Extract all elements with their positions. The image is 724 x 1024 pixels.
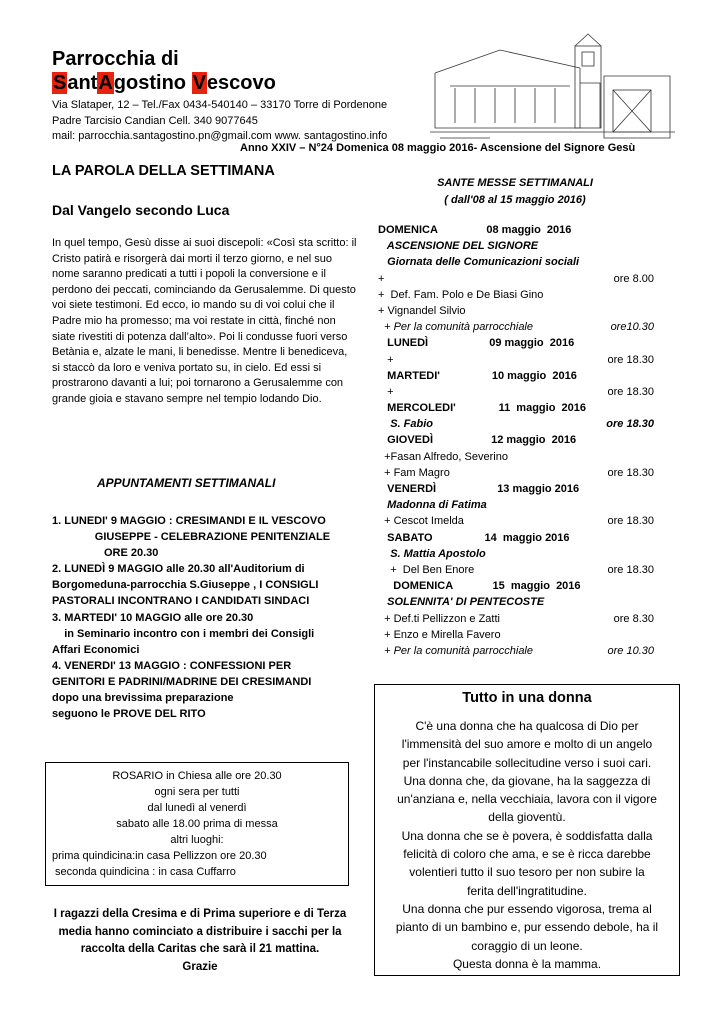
mass-row-time: ore 18.30 <box>607 385 654 398</box>
appointments-heading: APPUNTAMENTI SETTIMANALI <box>97 476 276 490</box>
mass-row-time: ore 18.30 <box>607 515 654 528</box>
mass-row-label: DOMENICA 15 maggio 2016 <box>378 580 581 593</box>
poem-line: Una donna che pur essendo vigorosa, trema al <box>402 901 652 916</box>
poem-line: Una donna che se è povera, è soddisfatta dalla <box>401 828 653 843</box>
rosary-line: ogni sera per tutti <box>154 786 240 798</box>
mass-row-label: + Cescot Imelda <box>378 515 464 528</box>
mass-row <box>378 303 668 319</box>
mass-row-time: ore 18.30 <box>607 353 654 366</box>
mass-row <box>378 222 668 238</box>
poem-line: Una donna che, da giovane, ha la saggezza di <box>403 773 651 788</box>
mass-row <box>378 546 668 562</box>
mass-row <box>378 432 668 448</box>
mass-row <box>378 497 668 513</box>
mass-row-label: Madonna di Fatima <box>378 499 487 512</box>
mass-row <box>378 335 668 351</box>
rosary-line: sabato alle 18.00 prima di messa <box>116 818 278 830</box>
appointment-line: 4. VENERDI' 13 MAGGIO : CONFESSIONI PER <box>52 659 292 672</box>
masses-heading <box>380 175 650 209</box>
mass-row-label: + Enzo e Mirella Favero <box>378 628 501 641</box>
poem-line: un'anziana e, nella vecchiaia, lavora con il vigore <box>397 792 657 807</box>
mass-row-time: ore 8.00 <box>613 272 654 285</box>
mass-row <box>378 513 668 529</box>
poem-line: felicità di coloro che ama, e se è ricca darebbe <box>403 847 651 862</box>
issue-line: Anno XXIV – N°24 Domenica 08 maggio 2016- Ascensione del Signore Gesù <box>240 142 636 154</box>
mass-row-label: + Per la comunità parrocchiale <box>378 321 533 334</box>
rosary-box <box>45 762 349 886</box>
mass-row <box>378 594 668 610</box>
mass-row <box>378 352 668 368</box>
mass-row-time: ore 18.30 <box>606 418 654 431</box>
poem-line: l'immensità del suo amore e molto di un angelo <box>401 737 653 752</box>
mass-row <box>378 384 668 400</box>
mass-row-time: ore 8.30 <box>613 612 654 625</box>
mass-row-label: + Def. Fam. Polo e De Biasi Gino <box>378 288 544 301</box>
appointment-line: GENITORI E PADRINI/MADRINE DEI CRESIMANDI <box>52 675 312 688</box>
masses-period: ( dall'08 al 15 maggio 2016) <box>444 194 586 206</box>
mass-row-label: GIOVEDÌ 12 maggio 2016 <box>378 434 577 447</box>
church-drawing <box>430 28 675 146</box>
mass-row-label: + Vignandel Silvio <box>378 304 466 317</box>
mass-row <box>378 530 668 546</box>
mass-row <box>378 254 668 270</box>
appointment-line: 2. LUNEDÌ 9 MAGGIO alle 20.30 all'Auditorium di <box>52 563 305 576</box>
mass-row <box>378 578 668 594</box>
mass-row-label: LUNEDÌ 09 maggio 2016 <box>378 337 575 350</box>
appointment-line: ORE 20.30 <box>52 547 159 560</box>
mass-row <box>378 319 668 335</box>
mass-row-label: + <box>378 272 385 285</box>
cresima-thanks: Grazie <box>182 960 218 973</box>
parish-mail-web: mail: parrocchia.santagostino.pn@gmail.com www. santagostino.info <box>52 130 388 142</box>
mass-row-label: S. Mattia Apostolo <box>378 547 486 560</box>
mass-row <box>378 368 668 384</box>
gospel-heading: LA PAROLA DELLA SETTIMANA <box>52 163 275 179</box>
appointment-line: GIUSEPPE - CELEBRAZIONE PENITENZIALE <box>52 531 331 544</box>
parish-priest: Padre Tarcisio Candian Cell. 340 9077645 <box>52 114 258 127</box>
appointment-line: dopo una brevissima preparazione <box>52 692 234 705</box>
appointment-line: in Seminario incontro con i membri dei Consigli <box>52 627 315 640</box>
poem-line: Questa donna è la mamma. <box>452 956 602 971</box>
poem-line: coraggio di un leone. <box>471 938 583 953</box>
parish-contacts <box>52 98 387 145</box>
mass-row <box>378 611 668 627</box>
mass-row-label: MERCOLEDI' 11 maggio 2016 <box>378 402 587 415</box>
parish-name-initial: V <box>192 72 206 94</box>
cresima-note <box>52 906 348 976</box>
parish-name <box>52 71 276 95</box>
mass-row <box>378 416 668 432</box>
mass-row <box>378 627 668 643</box>
appointment-line: PASTORALI INCONTRANO I CANDIDATI SINDACI <box>52 595 310 608</box>
poem-line: ferita dell'ingratitudine. <box>467 883 587 898</box>
mass-row <box>378 238 668 254</box>
mass-row <box>378 449 668 465</box>
appointment-line: Borgomeduna-parrocchia S.Giuseppe , I CONSIGLI <box>52 579 319 592</box>
mass-row-label: Giornata delle Comunicazioni sociali <box>378 256 580 269</box>
appointments-list <box>52 513 352 722</box>
poem-title: Tutto in una donna <box>462 690 592 706</box>
parish-name-initial: A <box>98 72 113 94</box>
appointment-line: Affari Economici <box>52 643 140 656</box>
mass-row-time: ore 18.30 <box>607 563 654 576</box>
mass-row-time: ore 10.30 <box>607 644 654 657</box>
rosary-line: ROSARIO in Chiesa alle ore 20.30 <box>112 770 282 782</box>
mass-row-label: + <box>378 353 394 366</box>
masses-title: SANTE MESSE SETTIMANALI <box>437 177 593 189</box>
poem-line: per l'instancabile sollecitudine verso i suoi cari. <box>402 755 652 770</box>
gospel-text: In quel tempo, Gesù disse ai suoi discepoli: «Così sta scritto: il Cristo patirà e risorgerà dai morti il terzo giorno, e nel suo nome saranno predicati a tutti i popoli la conversione e il perdono dei peccati, cominciando da Gerusalemme. Di questo voi siete testimoni. Ed ecco, io mando su di voi colui che il Padre mio ha promesso; ma voi restate in città, finché non siate rivestiti di potenza dall’alto». Poi li condusse fuori verso Betània e, alzate le mani, li benedisse. Mentre li benediceva, si staccò da loro e veniva portato su, in cielo. Ed essi si prostrarono davanti a lui; poi tornarono a Gerusalemme con grande gioia e stavano sempre nel tempio lodando Dio. <box>52 237 357 405</box>
mass-row-label: DOMENICA 08 maggio 2016 <box>378 224 572 236</box>
parish-title: Parrocchia di <box>52 48 179 70</box>
mass-row-label: S. Fabio <box>378 418 434 431</box>
mass-row <box>378 465 668 481</box>
mass-row-label: +Fasan Alfredo, Severino <box>378 450 508 463</box>
mass-row-label: + Del Ben Enore <box>378 563 475 576</box>
mass-row-time: ore10.30 <box>610 321 654 334</box>
poem-line: pianto di un bambino e, pur essendo debole, ha il <box>395 920 659 935</box>
parish-name-initial: S <box>53 72 67 94</box>
rosary-line: prima quindicina:in casa Pellizzon ore 20.30 <box>52 850 267 862</box>
poem-box <box>374 684 680 976</box>
parish-name-part: gostino <box>113 72 192 94</box>
mass-row <box>378 400 668 416</box>
gospel-subheading: Dal Vangelo secondo Luca <box>52 202 230 218</box>
poem-text <box>375 717 679 973</box>
parish-address: Via Slataper, 12 – Tel./Fax 0434-540140 – 33170 Torre di Pordenone <box>52 99 388 111</box>
rosary-line: dal lunedì al venerdì <box>147 802 247 814</box>
masses-schedule <box>378 222 668 659</box>
poem-line: volentieri tutto il suo tesoro per non subire la <box>409 865 645 880</box>
parish-name-part: ant <box>67 72 98 94</box>
mass-row-label: SABATO 14 maggio 2016 <box>378 531 570 544</box>
rosary-line: seconda quindicina : in casa Cuffarro <box>52 866 236 878</box>
mass-row <box>378 643 668 659</box>
mass-row-label: + Fam Magro <box>378 466 450 479</box>
mass-row-time: ore 18.30 <box>607 466 654 479</box>
poem-line: C'è una donna che ha qualcosa di Dio per <box>415 719 639 733</box>
mass-row <box>378 287 668 303</box>
mass-row-label: SOLENNITA' DI PENTECOSTE <box>378 596 545 609</box>
mass-row-label: + <box>378 385 394 398</box>
mass-row <box>378 271 668 287</box>
mass-row <box>378 562 668 578</box>
appointment-line: 1. LUNEDI' 9 MAGGIO : CRESIMANDI E IL VESCOVO <box>52 515 326 527</box>
cresima-text: I ragazzi della Cresima e di Prima superiore e di Terza media hanno cominciato a distribuire i sacchi per la raccolta della Caritas che sarà il 21 mattina. <box>53 908 347 955</box>
mass-row-label: ASCENSIONE DEL SIGNORE <box>378 240 539 253</box>
appointment-line: seguono le PROVE DEL RITO <box>52 708 206 721</box>
poem-line: della gioventù. <box>488 810 566 825</box>
mass-row-label: + Def.ti Pellizzon e Zatti <box>378 612 500 625</box>
mass-row <box>378 481 668 497</box>
mass-row-label: MARTEDI' 10 maggio 2016 <box>378 369 577 382</box>
rosary-line: altri luoghi: <box>170 834 224 846</box>
mass-row-label: + Per la comunità parrocchiale <box>378 644 533 657</box>
appointment-line: 3. MARTEDI' 10 MAGGIO alle ore 20.30 <box>52 611 254 624</box>
mass-row-label: VENERDÌ 13 maggio 2016 <box>378 483 580 495</box>
parish-name-part: escovo <box>206 72 276 94</box>
